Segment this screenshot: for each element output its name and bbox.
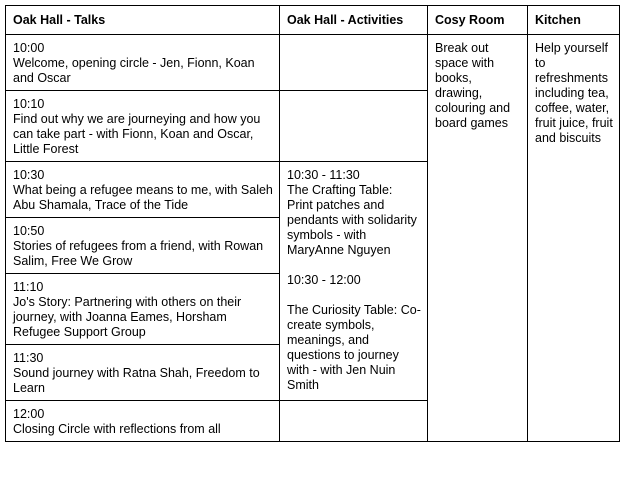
header-activities: Oak Hall - Activities bbox=[280, 6, 428, 35]
talk-title: Stories of refugees from a friend, with Rowan Salim, Free We Grow bbox=[13, 239, 264, 268]
talk-time: 10:30 bbox=[13, 168, 45, 182]
talk-title: What being a refugee means to me, with Saleh Abu Shamala, Trace of the Tide bbox=[13, 183, 273, 212]
talk-cell bbox=[6, 401, 280, 442]
talk-cell bbox=[6, 274, 280, 345]
talk-time: 10:00 bbox=[13, 41, 45, 55]
talk-title: Welcome, opening circle - Jen, Fionn, Koan and Oscar bbox=[13, 56, 255, 85]
schedule-table bbox=[5, 5, 620, 442]
talk-time: 10:50 bbox=[13, 224, 45, 238]
cosy-room-cell: Break out space with books, drawing, colouring and board games bbox=[428, 35, 528, 442]
talk-title: Find out why we are journeying and how you can take part - with Fionn, Koan and Oscar, Little Forest bbox=[13, 112, 261, 156]
table-row bbox=[6, 35, 620, 91]
talk-cell bbox=[6, 218, 280, 274]
talk-title: Closing Circle with reflections from all bbox=[13, 422, 221, 436]
talk-time: 11:30 bbox=[13, 351, 44, 365]
crafting-time: 10:30 - 11:30 bbox=[287, 168, 360, 182]
activity-cell-empty bbox=[280, 35, 428, 91]
talk-time: 11:10 bbox=[13, 280, 44, 294]
talk-cell bbox=[6, 345, 280, 401]
header-row bbox=[6, 6, 620, 35]
header-talks: Oak Hall - Talks bbox=[6, 6, 280, 35]
activity-cell-empty bbox=[280, 401, 428, 442]
header-kitchen: Kitchen bbox=[528, 6, 620, 35]
header-cosy-room: Cosy Room bbox=[428, 6, 528, 35]
talk-title: Sound journey with Ratna Shah, Freedom to Learn bbox=[13, 366, 260, 395]
talk-title: Jo's Story: Partnering with others on their journey, with Joanna Eames, Horsham Refugee Support Group bbox=[13, 295, 242, 339]
talk-cell bbox=[6, 91, 280, 162]
curiosity-time: 10:30 - 12:00 bbox=[287, 273, 361, 287]
talk-time: 12:00 bbox=[13, 407, 45, 421]
talk-cell bbox=[6, 35, 280, 91]
kitchen-cell: Help yourself to refreshments including tea, coffee, water, fruit juice, fruit and biscuits bbox=[528, 35, 620, 442]
talk-time: 10:10 bbox=[13, 97, 45, 111]
talk-cell bbox=[6, 162, 280, 218]
activities-cell bbox=[280, 162, 428, 401]
curiosity-description: The Curiosity Table: Co-create symbols, meanings, and questions to journey with - with Jen Nuin Smith bbox=[287, 303, 421, 392]
activity-cell-empty bbox=[280, 91, 428, 162]
crafting-description: The Crafting Table: Print patches and pendants with solidarity symbols - with MaryAnne Nguyen bbox=[287, 183, 417, 257]
